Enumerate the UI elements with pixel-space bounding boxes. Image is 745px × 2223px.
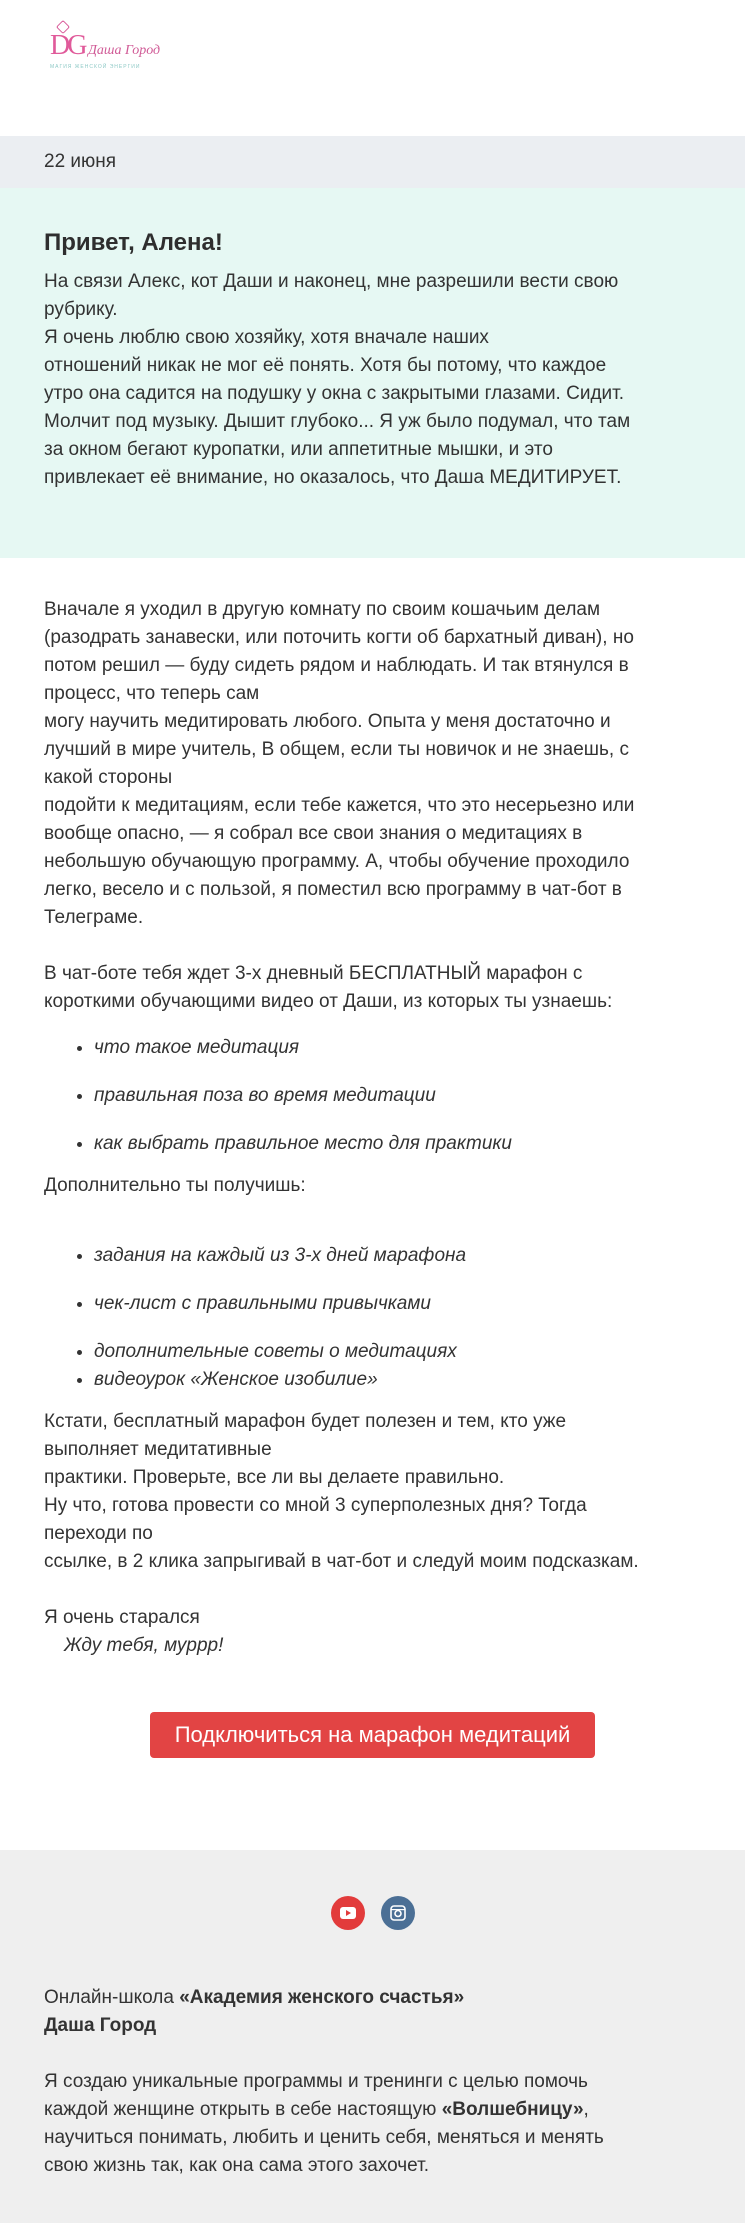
- list-item: • что такое медитация: [94, 1034, 701, 1062]
- list-item: • как выбрать правильное место для практики: [94, 1130, 701, 1158]
- intro-line: отношений никак не мог её понять. Хотя бы потому, что каждое: [44, 355, 607, 376]
- extras-intro: Дополнительно ты получишь:: [44, 1175, 306, 1196]
- story-line: могу научить медитировать любого. Опыта у меня достаточно и: [44, 711, 611, 732]
- story-line: Телеграме.: [44, 907, 144, 928]
- about-line: Я создаю уникальные программы и тренинги с целью помочь: [44, 2071, 588, 2092]
- story-line: легко, весело и с пользой, я поместил всю программу в чат-бот в: [44, 879, 622, 900]
- list-item: • видеоурок «Женское изобилие»: [94, 1366, 701, 1394]
- list-item: • чек-лист с правильными привычками: [94, 1290, 701, 1318]
- marathon-line: В чат-боте тебя ждет 3-х дневный БЕСПЛАТНЫЙ марафон с: [44, 963, 583, 984]
- logo-mark: DG: [50, 30, 85, 61]
- story-line: Вначале я уходил в другую комнату по своим кошачьим делам: [44, 599, 601, 620]
- story-line: (разодрать занавески, или поточить когти об бархатный диван), но: [44, 627, 634, 648]
- signature: [44, 1604, 701, 1660]
- marathon-paragraph: [44, 960, 701, 1016]
- cta-section: [0, 1712, 745, 1810]
- closing-line: Ну что, готова провести со мной 3 суперполезных дня? Тогда: [44, 1495, 587, 1516]
- marathon-line: короткими обучающими видео от Даши, из которых ты узнаешь:: [44, 991, 613, 1012]
- youtube-icon[interactable]: [331, 1896, 365, 1930]
- greeting: Привет, Алена!: [44, 229, 223, 256]
- school-name: «Академия женского счастья»: [179, 1987, 465, 2008]
- intro-text: [44, 268, 701, 492]
- footer: [0, 1850, 745, 2223]
- story-line: процесс, что теперь сам: [44, 683, 260, 704]
- intro-line: за окном бегают куропатки, или аппетитные мышки, и это: [44, 439, 553, 460]
- instagram-icon[interactable]: [381, 1896, 415, 1930]
- signature-italic: Жду тебя, муррр!: [64, 1635, 224, 1656]
- intro-line: На связи Алекс, кот Даши и наконец, мне разрешили вести свою: [44, 271, 619, 292]
- intro-line: Молчит под музыку. Дышит глубоко... Я уж было подумал, что там: [44, 411, 631, 432]
- header: [0, 0, 745, 136]
- about-line: каждой женщине открыть в себе настоящую: [44, 2099, 442, 2120]
- main-content: [0, 558, 745, 1660]
- list-item: • правильная поза во время медитации: [94, 1082, 701, 1110]
- date-bar: [0, 136, 745, 188]
- list-item: • дополнительные советы о медитациях: [94, 1338, 701, 1366]
- story-line: небольшую обучающую программу. А, чтобы обучение проходило: [44, 851, 630, 872]
- logo-name: Даша Город: [88, 43, 161, 58]
- intro-line: утро она садится на подушку у окна с закрытыми глазами. Сидит.: [44, 383, 625, 404]
- closing-line: практики. Проверьте, все ли вы делаете правильно.: [44, 1467, 505, 1488]
- email-date: 22 июня: [44, 151, 117, 172]
- closing-paragraph: [44, 1408, 701, 1576]
- about-text: [44, 2068, 701, 2180]
- school-prefix: Онлайн-школа: [44, 1987, 180, 2008]
- story-line: какой стороны: [44, 767, 173, 788]
- intro-line: рубрику.: [44, 299, 118, 320]
- features-list: [44, 1034, 701, 1158]
- story-line: потом решил — буду сидеть рядом и наблюдать. И так втянулся в: [44, 655, 629, 676]
- intro-line: привлекает её внимание, но оказалось, что Даша МЕДИТИРУЕТ.: [44, 467, 622, 488]
- about-line: свою жизнь так, как она сама этого захочет.: [44, 2155, 429, 2176]
- author-name: Даша Город: [44, 2015, 157, 2036]
- brand-logo[interactable]: [44, 20, 184, 74]
- intro-line: Я очень люблю свою хозяйку, хотя вначале наших: [44, 327, 489, 348]
- extras-list: [44, 1242, 701, 1394]
- closing-line: выполняет медитативные: [44, 1439, 272, 1460]
- closing-line: Кстати, бесплатный марафон будет полезен и тем, кто уже: [44, 1411, 567, 1432]
- story-line: вообще опасно, — я собрал все свои знания о медитациях в: [44, 823, 583, 844]
- closing-line: переходи по: [44, 1523, 153, 1544]
- story-line: подойти к медитациям, если тебе кажется, что это несерьезно или: [44, 795, 635, 816]
- intro-section: [0, 188, 745, 558]
- story-paragraph: [44, 596, 701, 932]
- join-marathon-button[interactable]: Подключиться на марафон медитаций: [150, 1712, 596, 1758]
- about-bold: «Волшебницу»: [441, 2099, 584, 2120]
- story-line: лучший в мире учитель, В общем, если ты новичок и не знаешь, с: [44, 739, 629, 760]
- school-info: [44, 1984, 701, 2040]
- list-item: • задания на каждый из 3-х дней марафона: [94, 1242, 701, 1270]
- closing-line: ссылке, в 2 клика запрыгивай в чат-бот и следуй моим подсказкам.: [44, 1551, 639, 1572]
- logo-tagline: МАГИЯ ЖЕНСКОЙ ЭНЕРГИИ: [50, 64, 141, 70]
- social-links: [44, 1896, 701, 1930]
- about-comma: ,: [583, 2099, 589, 2120]
- about-line: научиться понимать, любить и ценить себя, меняться и менять: [44, 2127, 604, 2148]
- signature-line: Я очень старался: [44, 1607, 200, 1628]
